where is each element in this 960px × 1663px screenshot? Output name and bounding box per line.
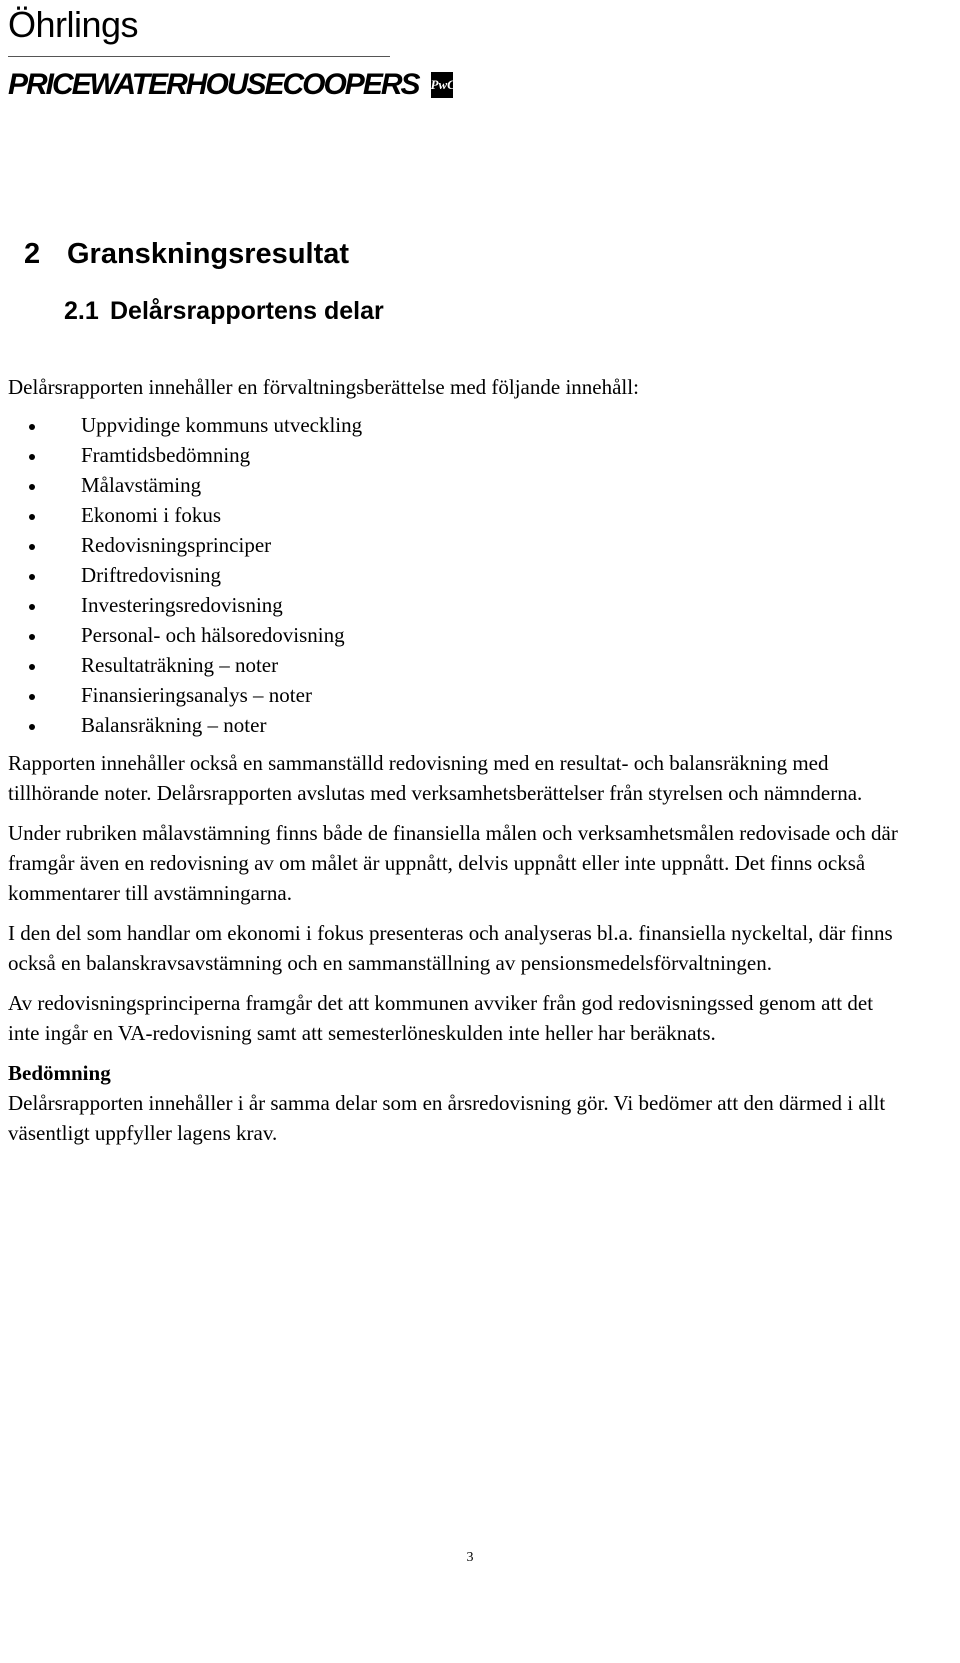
bullet-icon [29, 454, 35, 460]
assessment-heading: Bedömning [8, 1061, 111, 1085]
list-item-text: Finansieringsanalys – noter [81, 683, 312, 707]
list-item-text: Personal- och hälsoredovisning [81, 623, 345, 647]
list-item [8, 470, 908, 500]
logo-ohrlings-text: Öhrlings [8, 4, 139, 45]
logo-mark-icon: PwC [431, 72, 453, 98]
bullet-icon [29, 544, 35, 550]
list-item-text: Balansräkning – noter [81, 713, 267, 737]
company-logo [8, 2, 456, 105]
body-paragraph: Av redovisningsprinciperna framgår det att kommunen avviker från god redovisningssed genom att det inte ingår en VA-redovisning samt att semesterlöneskulden inte heller har beräknats. [8, 991, 874, 1045]
list-item [8, 650, 908, 680]
intro-paragraph: Delårsrapporten innehåller en förvaltningsberättelse med följande innehåll: [8, 375, 639, 399]
list-item-text: Målavstäming [81, 473, 202, 497]
section-title: Granskningsresultat [67, 238, 350, 270]
list-item-text: Driftredovisning [81, 563, 221, 587]
bullet-icon [29, 484, 35, 490]
bullet-icon [29, 724, 35, 730]
list-item [8, 590, 908, 620]
contents-list [8, 410, 908, 740]
list-item [8, 440, 908, 470]
section-number: 2 [24, 238, 41, 270]
section-heading [24, 236, 349, 272]
list-item [8, 500, 908, 530]
logo-pwc-wordmark [8, 65, 456, 105]
assessment-paragraph: Delårsrapporten innehåller i år samma delar som en årsredovisning gör. Vi bedömer att den därmed i allt väsentligt uppfyller lagens krav. [8, 1091, 886, 1145]
bullet-icon [29, 424, 35, 430]
bullet-icon [29, 694, 35, 700]
logo-divider [8, 56, 390, 57]
body-paragraph: Rapporten innehåller också en sammanställd redovisning med en resultat- och balansräkning med tillhörande noter. Delårsrapporten avslutas med verksamhetsberättelser från styrelsen och nämnderna. [8, 751, 863, 805]
bullet-icon [29, 634, 35, 640]
subsection-title: Delårsrapportens delar [110, 297, 384, 325]
list-item [8, 560, 908, 590]
body-paragraph: Under rubriken målavstämning finns både de finansiella målen och verksamhetsmålen redovisade och där framgår även en redovisning av om målet är uppnått, delvis uppnått eller inte uppnått. Det finns också kommentarer till avstämningarna. [8, 821, 898, 905]
bullet-icon [29, 604, 35, 610]
bullet-icon [29, 574, 35, 580]
list-item-text: Framtidsbedömning [81, 443, 251, 467]
list-item-text: Redovisningsprinciper [81, 533, 272, 557]
body-paragraph: I den del som handlar om ekonomi i fokus presenteras och analyseras bl.a. finansiella nyckeltal, där finns också en balanskravsavstämning och en sammanställning av pensionsmedelsförvaltningen. [8, 921, 893, 975]
list-item-text: Uppvidinge kommuns utveckling [81, 413, 363, 437]
subsection-number: 2.1 [64, 297, 99, 325]
page-number: 3 [466, 1550, 474, 1565]
list-item-text: Ekonomi i fokus [81, 503, 221, 527]
list-item-text: Resultaträkning – noter [81, 653, 279, 677]
bullet-icon [29, 514, 35, 520]
list-item [8, 620, 908, 650]
list-item [8, 680, 908, 710]
list-item [8, 530, 908, 560]
bullet-icon [29, 664, 35, 670]
list-item [8, 410, 908, 440]
document-body [8, 372, 908, 1148]
subsection-heading [64, 294, 384, 328]
list-item [8, 710, 908, 740]
list-item-text: Investeringsredovisning [81, 593, 283, 617]
logo-pwc-text: PRICEWATERHOUSECOOPERS [8, 68, 419, 101]
